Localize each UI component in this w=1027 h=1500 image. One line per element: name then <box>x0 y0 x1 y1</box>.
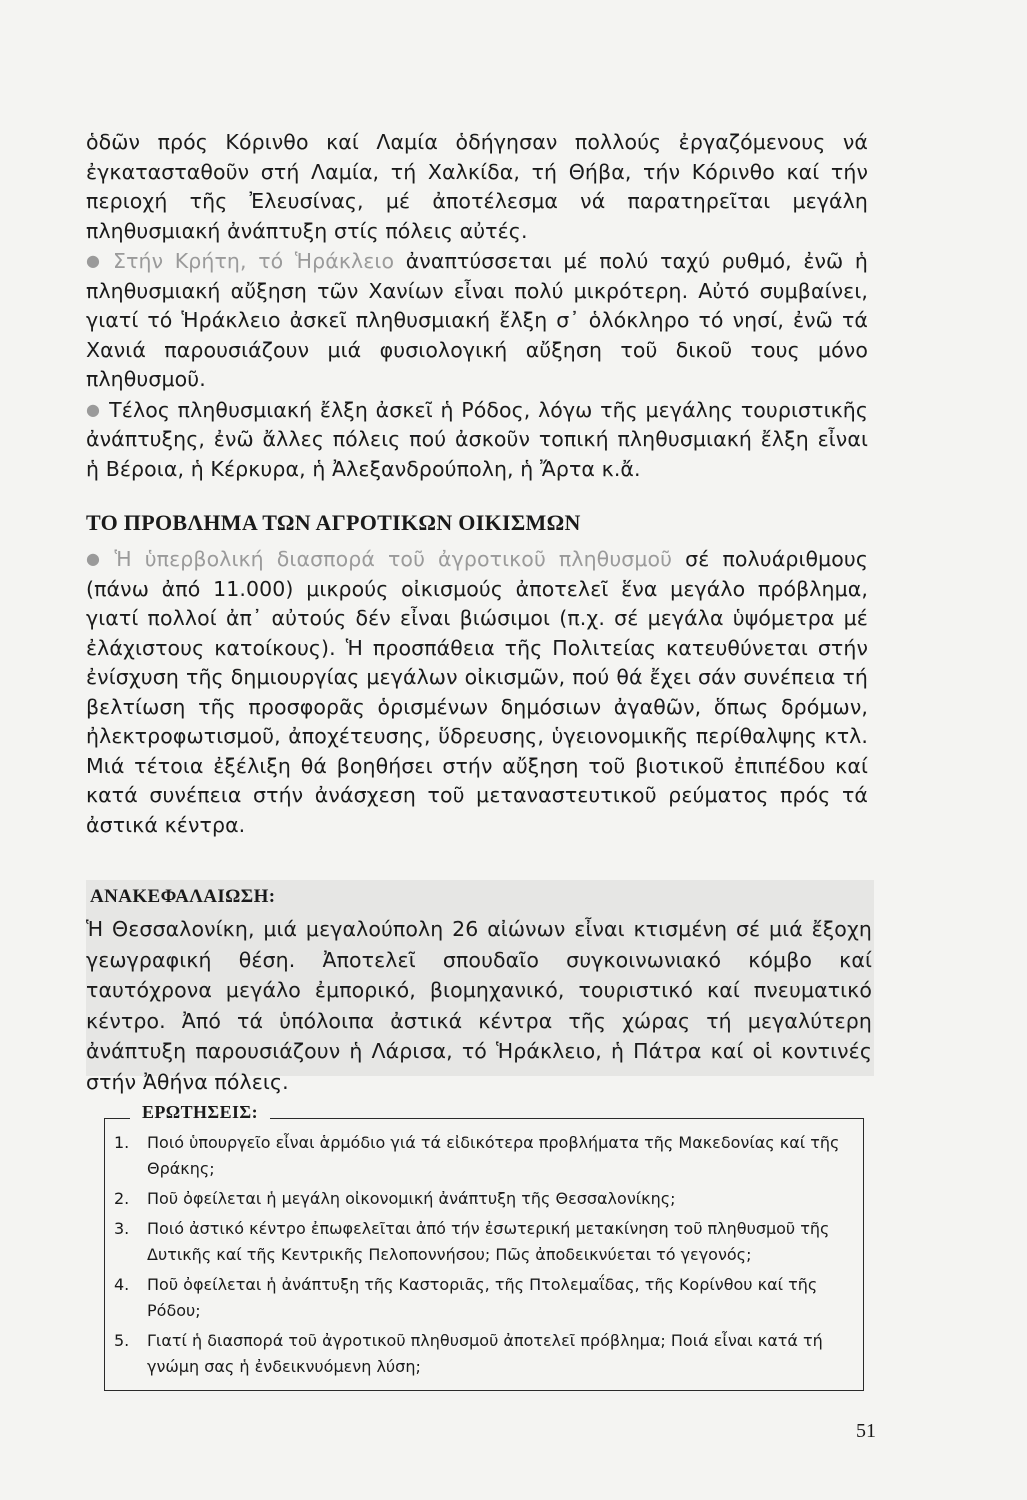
paragraph <box>86 246 868 395</box>
question-item <box>114 1272 844 1324</box>
intro-text <box>86 128 868 484</box>
questions-heading: ΕΡΩΤΗΣΕΙΣ: <box>130 1102 270 1123</box>
paragraph-text: Τέλος πληθυσμιακή ἔλξη ἀσκεῖ ἡ Ρόδος, λόγω τῆς μεγάλης τουριστικῆς ἀνάπτυξης, ἐνῶ ἄλλες πόλεις πού ἀσκοῦν τοπική πληθυσμιακή ἔλξη εἶναι ἡ Βέροια, ἡ Κέρκυρα, ἡ Ἀλεξανδρούπολη, ἡ Ἄρτα κ.ἄ. <box>86 397 869 481</box>
bullet-icon: ● <box>86 549 107 568</box>
summary-heading: ΑΝΑΚΕΦΑΛΑΙΩΣΗ: <box>90 886 276 907</box>
question-number: 5. <box>114 1331 130 1350</box>
paragraph-text: σέ πολυάριθμους (πάνω ἀπό 11.000) μικρούς οἰκισμούς ἀποτελεῖ ἕνα μεγάλο πρόβλημα, γιατί πολλοί ἀπ᾽ αὐτούς δέν εἶναι βιώσιμοι (π.χ. σέ μεγάλα ὑψόμετρα μέ ἐλάχιστους κατοίκους). Ἡ προσπάθεια τῆς Πολιτείας κατευθύνεται στήν ἐνίσχυση τῆς δημιουργίας μεγάλων οἰκισμῶν, πού θά ἔχει σάν συνέπεια τή βελτίωση τῆς προσφορᾶς ὁρισμένων δημόσιων ἀγαθῶν, ὅπως δρόμων, ἠλεκτροφωτισμοῦ, ἀποχέτευσης, ὕδρευσης, ὑγειονομικῆς περίθαλψης κτλ. Μιά τέτοια ἐξέλιξη θά βοηθήσει στήν αὔξηση τοῦ βιοτικοῦ ἐπιπέδου καί κατά συνέπεια στήν ἀνάσχεση τοῦ μεταναστευτικοῦ ρεύματος πρός τά ἀστικά κέντρα. <box>86 547 869 837</box>
question-item <box>114 1328 844 1380</box>
page-number: 51 <box>856 1420 876 1442</box>
paragraph <box>86 395 868 485</box>
question-text: Γιατί ἡ διασπορά τοῦ ἀγροτικοῦ πληθυσμοῦ ἀποτελεῖ πρόβλημα; Ποιά εἶναι κατά τή γνώμη σας ἡ ἐνδεικνυόμενη λύση; <box>147 1331 823 1376</box>
question-number: 4. <box>114 1275 130 1294</box>
question-item <box>114 1186 844 1212</box>
highlighted-lead: Στήν Κρήτη, τό Ἡράκλειο <box>113 249 395 273</box>
question-item <box>114 1216 844 1268</box>
paragraph: ὁδῶν πρός Κόρινθο καί Λαμία ὁδήγησαν πολλούς ἐργαζόμενους νά ἐγκατασταθοῦν στή Λαμία, τή Χαλκίδα, τή Θήβα, τήν Κόρινθο καί τήν περιοχή τῆς Ἐλευσίνας, μέ ἀποτέλεσμα νά παρατηρεῖται μεγάλη πληθυσμιακή ἀνάπτυξη στίς πόλεις αὐτές. <box>86 130 868 243</box>
question-number: 1. <box>114 1133 130 1152</box>
question-text: Ποῦ ὀφείλεται ἡ ἀνάπτυξη τῆς Καστοριᾶς, τῆς Πτολεμαΐδας, τῆς Κορίνθου καί τῆς Ρόδου; <box>147 1275 818 1320</box>
section-heading: ΤΟ ΠΡΟΒΛΗΜΑ ΤΩΝ ΑΓΡΟΤΙΚΩΝ ΟΙΚΙΣΜΩΝ <box>86 510 581 535</box>
rural-settlements-text <box>86 544 868 840</box>
question-number: 3. <box>114 1219 130 1238</box>
paragraph <box>86 544 868 840</box>
summary-text <box>86 914 872 1097</box>
questions-list <box>114 1130 844 1384</box>
bullet-icon: ● <box>86 251 106 270</box>
paragraph-text: ἀναπτύσσεται μέ πολύ ταχύ ρυθμό, ἐνῶ ἡ πληθυσμιακή αὔξηση τῶν Χανίων εἶναι πολύ μικρότερη. Αὐτό συμβαίνει, γιατί τό Ἡράκλειο ἀσκεῖ πληθυσμιακή ἔλξη σ᾽ ὁλόκληρο τό νησί, ἐνῶ τά Χανιά παρουσιάζουν μιά φυσιολογική αὔξηση τοῦ δικοῦ τους μόνο πληθυσμοῦ. <box>86 249 868 391</box>
question-text: Ποιό ἀστικό κέντρο ἐπωφελεῖται ἀπό τήν ἐσωτερική μετακίνηση τοῦ πληθυσμοῦ τῆς Δυτικῆς καί τῆς Κεντρικῆς Πελοποννήσου; Πῶς ἀποδεικνύεται τό γεγονός; <box>147 1219 830 1264</box>
paragraph: Ἡ Θεσσαλονίκη, μιά μεγαλούπολη 26 αἰώνων εἶναι κτισμένη σέ μιά ἔξοχη γεωγραφική θέση. Ἀποτελεῖ σπουδαῖο συγκοινωνιακό κόμβο καί ταυτόχρονα μεγάλο ἐμπορικό, βιομηχανικό, τουριστικό καί πνευματικό κέντρο. Ἀπό τά ὑπόλοιπα ἀστικά κέντρα τῆς χώρας τή μεγαλύτερη ἀνάπτυξη παρουσιάζουν ἡ Λάρισα, τό Ἡράκλειο, ἡ Πάτρα καί οἱ κοντινές στήν Ἀθήνα πόλεις. <box>86 917 872 1094</box>
question-text: Ποῦ ὀφείλεται ἡ μεγάλη οἰκονομική ἀνάπτυξη τῆς Θεσσαλονίκης; <box>147 1189 676 1208</box>
question-number: 2. <box>114 1189 130 1208</box>
bullet-icon: ● <box>86 399 102 419</box>
question-text: Ποιό ὑπουργεῖο εἶναι ἁρμόδιο γιά τά εἰδικότερα προβλήματα τῆς Μακεδονίας καί τῆς Θράκης; <box>147 1133 840 1178</box>
question-item <box>114 1130 844 1182</box>
highlighted-lead: Ἡ ὑπερβολική διασπορά τοῦ ἀγροτικοῦ πληθυσμοῦ <box>114 547 673 571</box>
